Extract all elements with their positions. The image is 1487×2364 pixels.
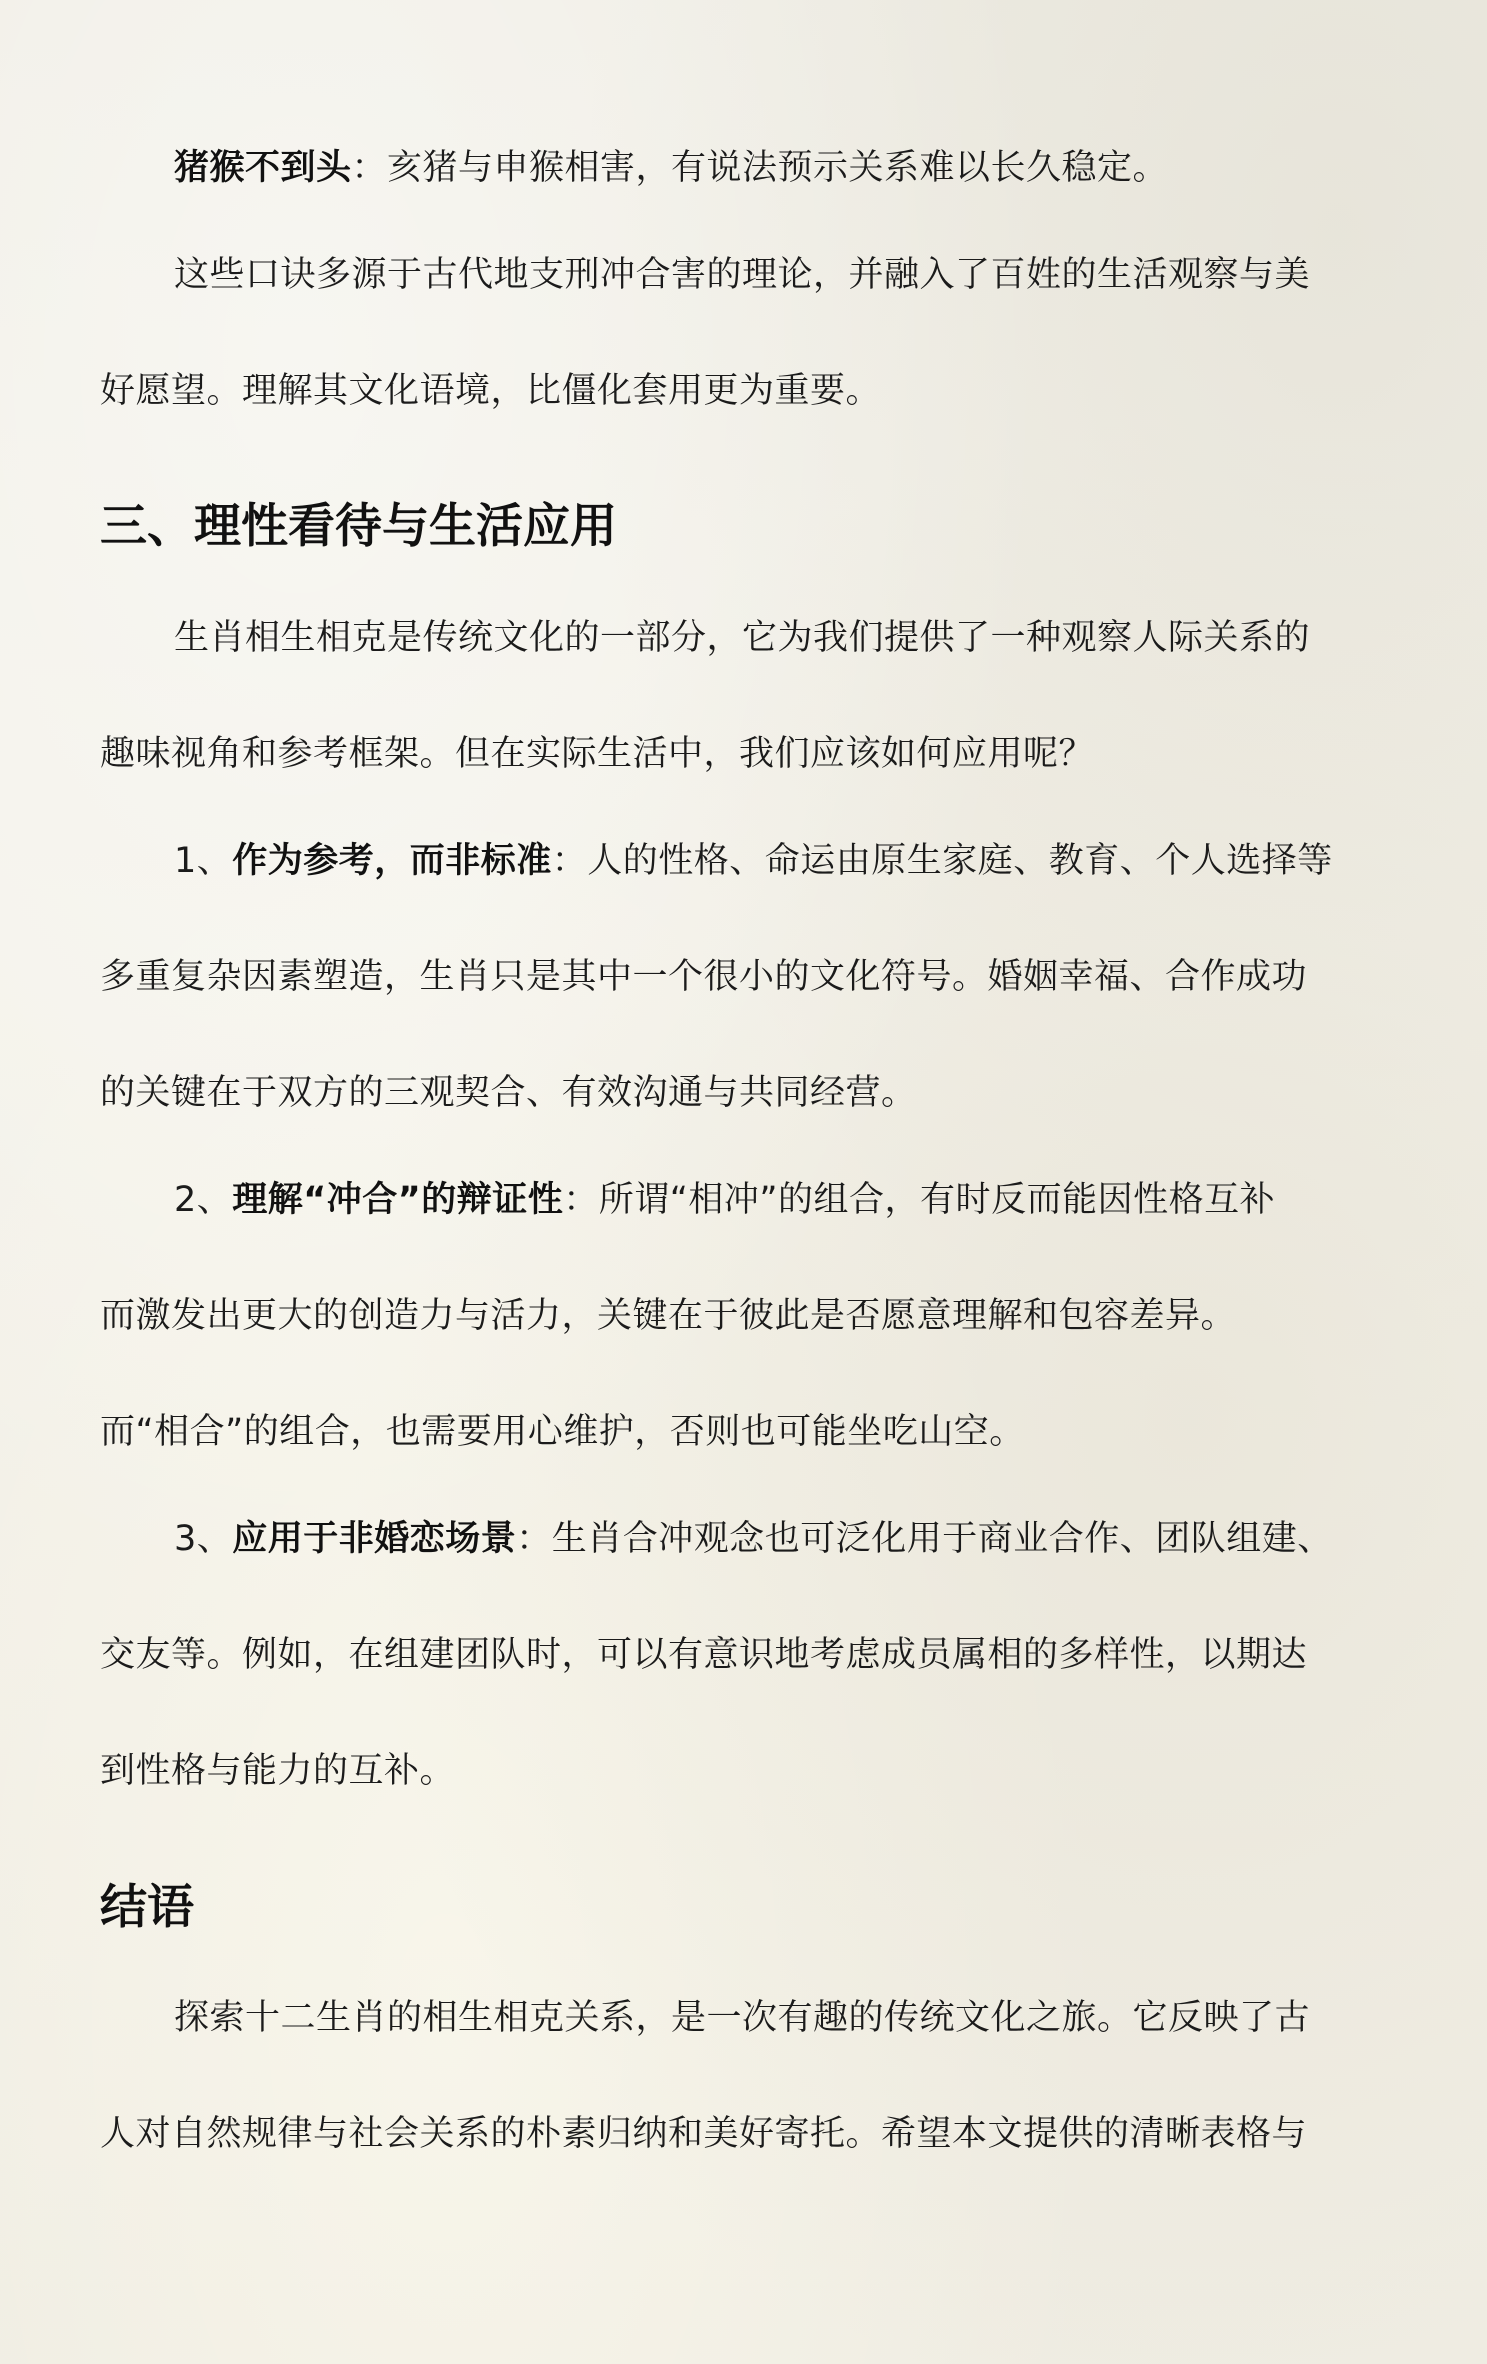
paragraph-line: 多重复杂因素塑造，生肖只是其中一个很小的文化符号。婚姻幸福、合作成功 (100, 957, 1308, 997)
list-item-3 (174, 1517, 1474, 1561)
list-number: 1、 (174, 841, 233, 881)
paragraph-line: 到性格与能力的互补。 (100, 1751, 456, 1791)
list-item-text: ：生肖合冲观念也可泛化用于商业合作、团队组建、 (516, 1519, 1333, 1559)
conclusion-heading: 结语 (100, 1880, 194, 1935)
paragraph-line: 好愿望。理解其文化语境，比僵化套用更为重要。 (100, 371, 882, 411)
list-item-title: 理解“冲合”的辩证性 (232, 1180, 564, 1220)
section-heading: 三、理性看待与生活应用 (100, 499, 617, 554)
list-item-2 (174, 1178, 1474, 1222)
list-item-text: ：所谓“相冲”的组合，有时反而能因性格互补 (563, 1180, 1276, 1220)
paragraph-line: 交友等。例如，在组建团队时，可以有意识地考虑成员属相的多样性，以期达 (100, 1635, 1308, 1675)
paragraph-text: ：亥猪与申猴相害，有说法预示关系难以长久稳定。 (351, 148, 1169, 188)
paragraph-line: 的关键在于双方的三观契合、有效沟通与共同经营。 (100, 1073, 917, 1113)
paragraph-pig-monkey (174, 146, 1474, 190)
paragraph-line: 生肖相生相克是传统文化的一部分，它为我们提供了一种观察人际关系的 (174, 618, 1311, 658)
list-item-1 (174, 839, 1474, 883)
list-item-text: ：人的性格、命运由原生家庭、教育、个人选择等 (551, 841, 1333, 881)
paragraph-line: 趣味视角和参考框架。但在实际生活中，我们应该如何应用呢？ (100, 734, 1095, 774)
paragraph-line: 这些口诀多源于古代地支刑冲合害的理论，并融入了百姓的生活观察与美 (174, 255, 1311, 295)
list-item-title: 作为参考，而非标准 (232, 841, 552, 881)
list-number: 3、 (174, 1519, 233, 1559)
paragraph-line: 而“相合”的组合，也需要用心维护，否则也可能坐吃山空。 (100, 1412, 1025, 1452)
paragraph-line: 而激发出更大的创造力与活力，关键在于彼此是否愿意理解和包容差异。 (100, 1296, 1237, 1336)
term-pig-monkey: 猪猴不到头 (174, 148, 352, 188)
list-item-title: 应用于非婚恋场景 (232, 1519, 517, 1559)
paragraph-line: 人对自然规律与社会关系的朴素归纳和美好寄托。希望本文提供的清晰表格与 (100, 2114, 1308, 2154)
paragraph-line: 探索十二生肖的相生相克关系，是一次有趣的传统文化之旅。它反映了古 (174, 1998, 1311, 2038)
list-number: 2、 (174, 1180, 233, 1220)
